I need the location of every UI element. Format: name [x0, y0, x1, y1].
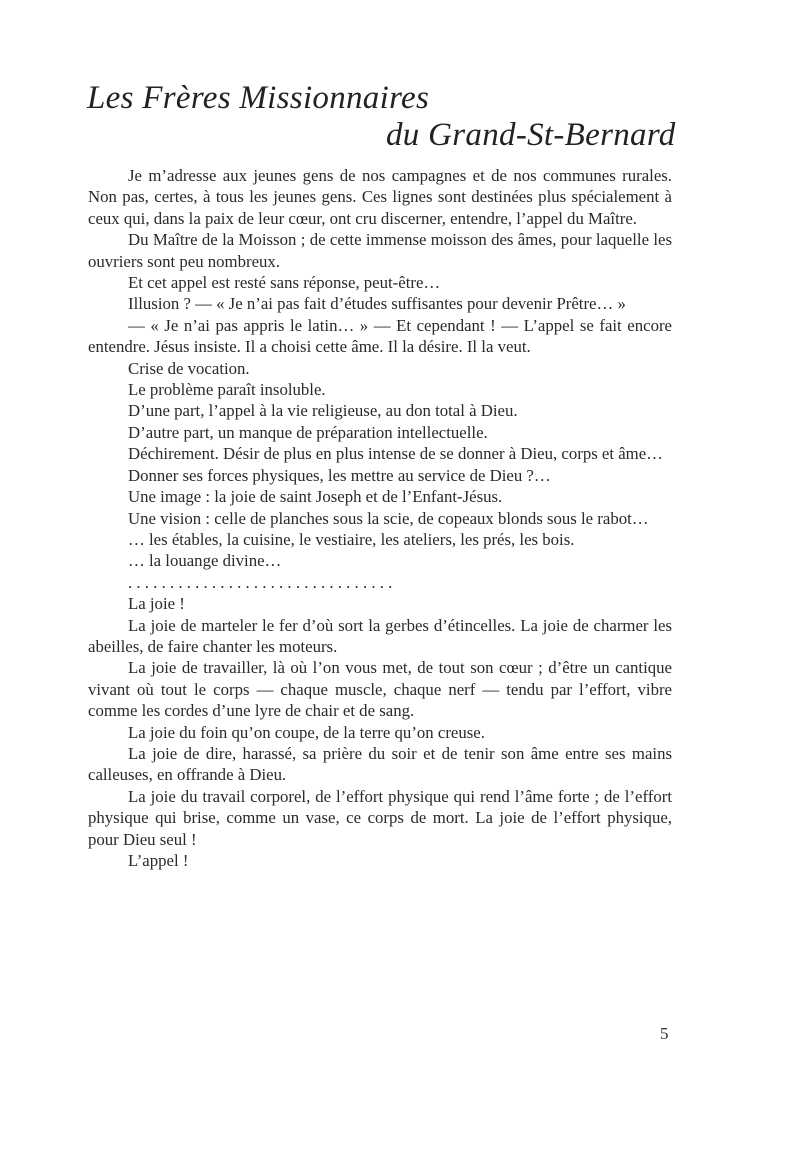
paragraph: Du Maître de la Moisson ; de cette immense moisson des âmes, pour laquelle les ouvriers sont peu nombreux. [88, 230, 672, 271]
paragraph: La joie de dire, harassé, sa prière du soir et de tenir son âme entre ses mains calleuses, en offrande à Dieu. [88, 743, 672, 785]
dotted-separator: . . . . . . . . . . . . . . . . . . . . . . . . . . . . . . . . [128, 572, 393, 592]
page-number: 5 [660, 1024, 669, 1043]
paragraph: La joie de travailler, là où l’on vous met, de tout son cœur ; d’être un cantique vivant où tout le corps — chaque muscle, chaque nerf — tendu par l’effort, vibre comme les cordes d’une lyre de chair et de sang. [88, 658, 672, 721]
paragraph: Déchirement. Désir de plus en plus intense de se donner à Dieu, corps et âme… [128, 444, 663, 464]
paragraph: Le problème paraît insoluble. [128, 380, 326, 400]
paragraph: … la louange divine… [128, 551, 282, 571]
paragraph: Une vision : celle de planches sous la scie, de copeaux blonds sous le rabot… [128, 508, 649, 528]
paragraph: Donner ses forces physiques, les mettre au service de Dieu ?… [128, 465, 551, 485]
paragraph: La joie ! [128, 594, 185, 614]
paragraph: D’une part, l’appel à la vie religieuse, au don total à Dieu. [128, 401, 518, 421]
paragraph: L’appel ! [128, 851, 189, 870]
paragraph: La joie du travail corporel, de l’effort physique qui rend l’âme forte ; de l’effort physique qui brise, comme un vase, ce corps de mort. La joie de l’effort physique, pour Dieu seul ! [88, 786, 672, 849]
paragraph: Et cet appel est resté sans réponse, peut-être… [128, 273, 441, 293]
paragraph: Une image : la joie de saint Joseph et de l’Enfant-Jésus. [128, 487, 503, 507]
paragraph: Illusion ? — « Je n’ai pas fait d’études suffisantes pour devenir Prêtre… » [128, 294, 626, 314]
paragraph: D’autre part, un manque de préparation intellectuelle. [128, 422, 488, 442]
page-title-line-2: du Grand-St-Bernard [386, 117, 676, 153]
paragraph: — « Je n’ai pas appris le latin… » — Et cependant ! — L’appel se fait encore entendre. Jésus insiste. Il a choisi cette âme. Il la désire. Il la veut. [88, 315, 672, 357]
paragraph: La joie de marteler le fer d’où sort la gerbes d’étincelles. La joie de charmer les abeilles, de faire chanter les moteurs. [88, 615, 672, 656]
paragraph: Je m’adresse aux jeunes gens de nos campagnes et de nos communes rurales. Non pas, certes, à tous les jeunes gens. Ces lignes sont destinées plus spécialement à ceux qui, dans la paix de leur cœur, ont cru discerner, entendre, l’appel du Maître. [88, 166, 672, 228]
paragraph: Crise de vocation. [128, 358, 250, 378]
page-title-line-1: Les Frères Missionnaires [87, 80, 430, 116]
paragraph: … les étables, la cuisine, le vestiaire, les ateliers, les prés, les bois. [128, 529, 575, 549]
paragraph: La joie du foin qu’on coupe, de la terre qu’on creuse. [128, 722, 485, 742]
article-body [88, 165, 672, 871]
